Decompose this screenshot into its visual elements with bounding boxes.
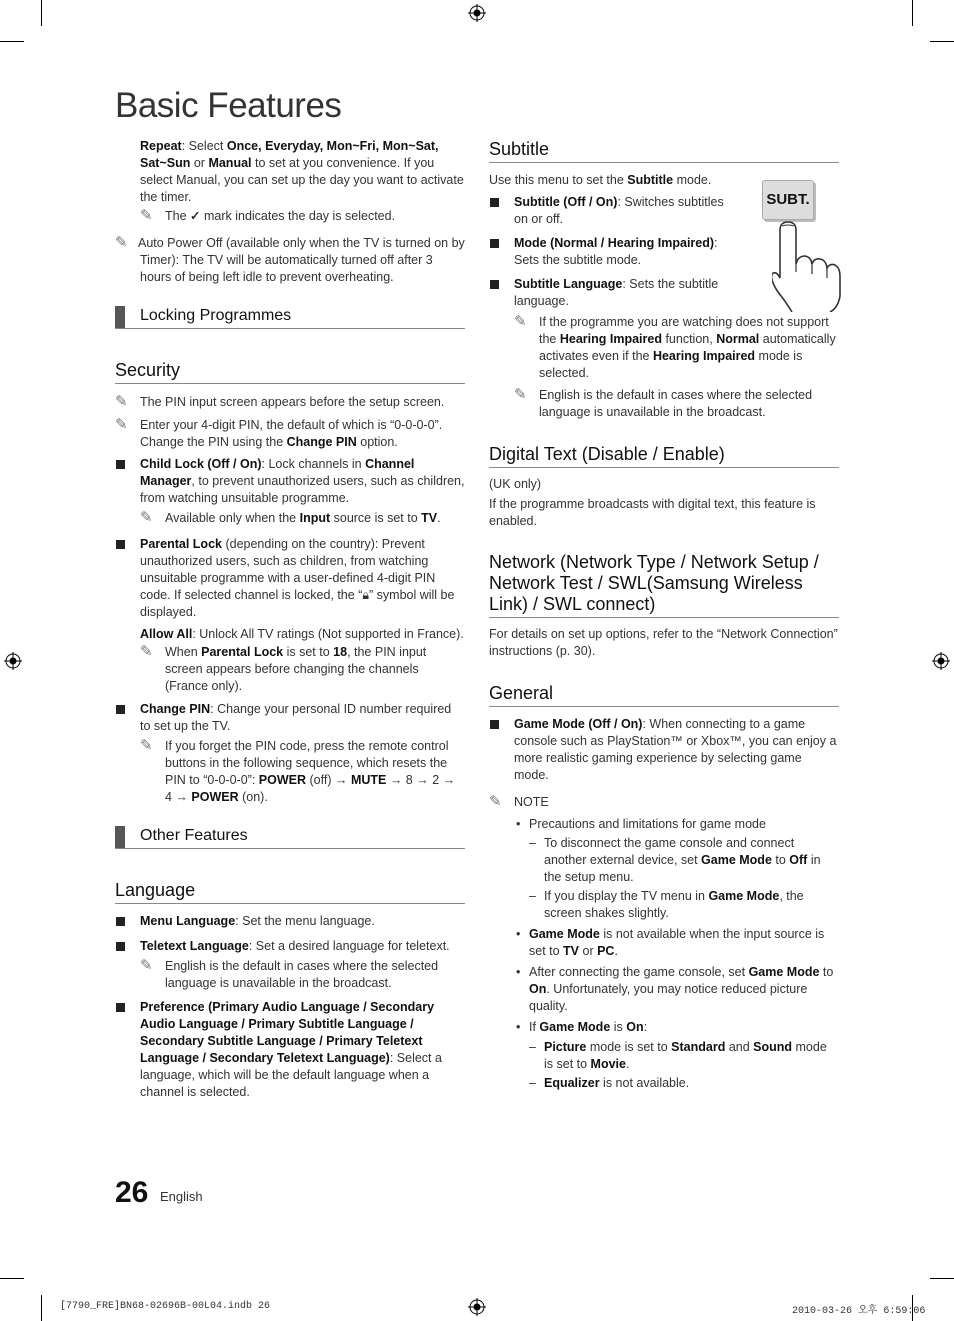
network-desc: For details on set up options, refer to the “Network Connection” instructions (p. 30). [489,627,838,658]
crop-mark [41,1295,42,1321]
list-item: – To disconnect the game console and connect another external device, set Game Mode to Off in the setup menu. [529,835,839,886]
security-note-2: ✎ Enter your 4-digit PIN, the default of which is “0-0-0-0”. Change the PIN using the Change PIN option. [115,416,443,449]
auto-power-off-note: ✎ Auto Power Off (available only when the TV is turned on by Timer): The TV will be automatically turned off after 3 hours of being left idle to prevent overheating. [115,234,465,284]
subt-button-icon: SUBT. [762,180,814,220]
crop-mark [930,41,954,42]
note-pencil-icon: ✎ [115,234,128,251]
subtitle-language-item: Subtitle Language: Sets the subtitle language. [489,276,729,310]
note-pencil-icon: ✎ [140,509,153,526]
security-note-1: ✎ The PIN input screen appears before the setup screen. [115,393,445,410]
child-lock-item: Child Lock (Off / On): Lock channels in Channel Manager, to prevent unauthorized users, such as children, from watching unsuitable programme. [115,456,465,507]
crop-mark [0,1278,24,1279]
registration-mark-icon [468,1298,486,1316]
left-column [115,138,465,1101]
crop-mark [41,0,42,26]
language-heading: Language [115,879,465,904]
preference-item: Preference (Primary Audio Language / Secondary Audio Language / Primary Subtitle Language / Secondary Subtitle Language / Primary Teletext Language / Secondary Teletext Language): Select a language, which will be the default language when a channel is selected. [115,999,465,1101]
list-item: • If Game Mode is On: [514,1019,839,1036]
subtitle-note-1: ✎ If the programme you are watching does not support the Hearing Impaired function, Normal automatically activates even if the Hearing Impaired mode is selected. [514,313,836,380]
subtitle-mode-item: Mode (Normal / Hearing Impaired): Sets the subtitle mode. [489,235,739,269]
checkmark-icon: ✓ [190,209,201,223]
crop-mark [912,0,913,26]
page-language: English [160,1189,203,1204]
change-pin-item: Change PIN: Change your personal ID number required to set up the TV. [115,701,465,735]
list-item: • Game Mode is not available when the input source is set to TV or PC. [514,926,839,960]
subtitle-intro: Use this menu to set the Subtitle mode. [489,173,712,187]
repeat-paragraph: Repeat: Select Once, Everyday, Mon~Fri, Mon~Sat, Sat~Sun or Manual to set at you convenience. If you select Manual, you can set up the day you want to activate the timer. [140,139,464,204]
note-pencil-icon: ✎ [115,393,128,410]
note-pencil-icon: ✎ [140,737,153,754]
child-lock-note: ✎ Available only when the Input source is set to TV. [140,509,441,526]
allow-all-paragraph: Allow All: Unlock All TV ratings (Not supported in France). [140,627,464,641]
note-pencil-icon: ✎ [489,793,502,810]
uk-only: (UK only) [489,477,542,491]
list-item: – Equalizer is not available. [529,1075,839,1092]
list-item: – Picture mode is set to Standard and Sound mode is set to Movie. [529,1039,839,1073]
registration-mark-icon [468,4,486,22]
pointing-hand-icon [772,200,842,312]
note-pencil-icon: ✎ [140,207,153,224]
security-heading: Security [115,359,465,384]
change-pin-note: ✎ If you forget the PIN code, press the remote control buttons in the following sequence, which resets the PIN to “0-0-0-0”: POWER (off) → MUTE → 8 → 2 → 4 → POWER (on). [140,737,456,804]
network-heading: Network (Network Type / Network Setup / Network Test / SWL(Samsung Wireless Link) / SWL connect) [489,552,839,618]
registration-mark-icon [932,652,950,670]
note-label: ✎ NOTE [489,793,549,810]
general-heading: General [489,682,839,707]
teletext-language-item: Teletext Language: Set a desired language for teletext. [115,938,465,955]
print-timestamp: 2010-03-26 오후 6:59:06 [792,1306,926,1317]
digital-text-heading: Digital Text (Disable / Enable) [489,443,839,468]
list-item: • Precautions and limitations for game mode [514,816,839,833]
digital-text-desc: If the programme broadcasts with digital text, this feature is enabled. [489,497,816,528]
note-pencil-icon: ✎ [514,313,527,330]
crop-mark [0,41,24,42]
locking-programmes-heading: Locking Programmes [115,306,465,329]
note-pencil-icon: ✎ [140,643,153,660]
teletext-note: ✎ English is the default in cases where the selected language is unavailable in the broadcast. [140,957,439,990]
note-pencil-icon: ✎ [514,386,527,403]
crop-mark [930,1278,954,1279]
game-mode-item: Game Mode (Off / On): When connecting to a game console such as PlayStation™ or Xbox™, you can enjoy a more realistic gaming experience by selecting game mode. [489,716,839,784]
subtitle-onoff-item: Subtitle (Off / On): Switches subtitles on or off. [489,194,729,228]
parental-lock-item: Parental Lock (depending on the country): Prevent unauthorized users, such as children, from watching unsuitable programme with a user-defined 4-digit PIN code. If selected channel is locked, the “🔒︎” symbol will be displayed. [115,536,465,621]
registration-mark-icon [4,652,22,670]
other-features-heading: Other Features [115,826,465,849]
note-pencil-icon: ✎ [115,416,128,433]
subt-remote-illustration [762,180,842,310]
page-title: Basic Features [115,86,342,125]
menu-language-item: Menu Language: Set the menu language. [115,913,465,930]
parental-lock-note: ✎ When Parental Lock is set to 18, the PIN input screen appears before changing the channels (France only). [140,643,427,693]
page-number: 26 [115,1176,149,1209]
repeat-note: ✎ The ✓ mark indicates the day is selected. [140,207,396,224]
list-item: – If you display the TV menu in Game Mode, the screen shakes slightly. [529,888,839,922]
list-item: • After connecting the game console, set Game Mode to On. Unfortunately, you may notice reduced picture quality. [514,964,839,1015]
subtitle-heading: Subtitle [489,138,839,163]
lock-icon: 🔒︎ [362,588,370,602]
note-pencil-icon: ✎ [140,957,153,974]
right-column [489,138,839,1092]
print-file-info: [7790_FRE]BN68-02696B-00L04.indb 26 [60,1301,271,1312]
subtitle-note-2: ✎ English is the default in cases where the selected language is unavailable in the broadcast. [514,386,813,419]
game-mode-notes [489,816,839,1092]
